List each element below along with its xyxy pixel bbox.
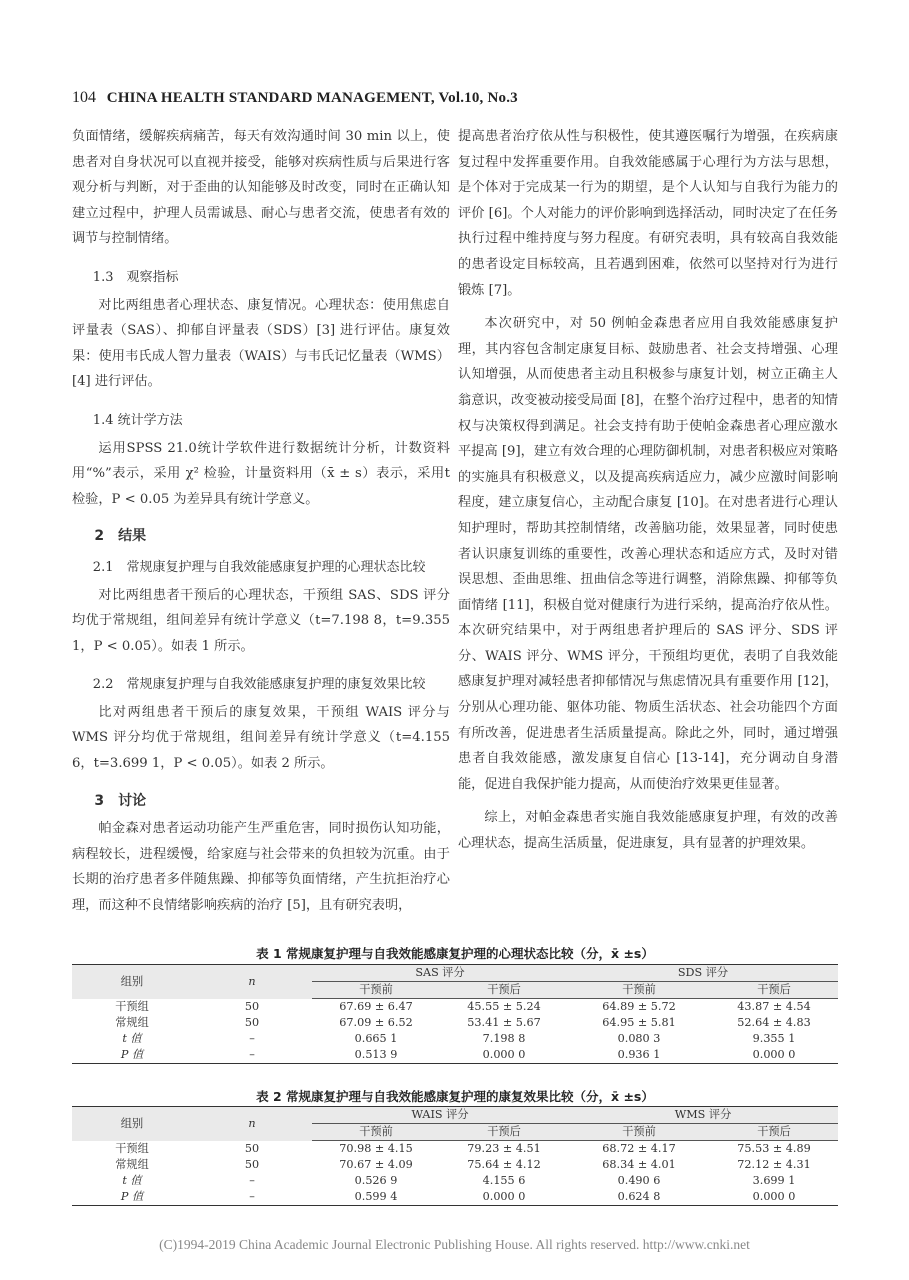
copyright-footer: (C)1994-2019 China Academic Journal Electronic Publishing House. All rights reserved. http://www.cnki.net	[159, 1237, 750, 1252]
cell: 50	[244, 999, 260, 1013]
cell: 0.665 1	[354, 1032, 398, 1045]
table2-group-wms: WMS 评分	[568, 1107, 838, 1124]
cell: 0.599 4	[312, 1189, 440, 1206]
cell: 79.23 ± 4.51	[467, 1142, 541, 1155]
row-label: t 值	[122, 1174, 142, 1187]
paragraph: 本次研究中，对 50 例帕金森患者应用自我效能感康复护理，其内容包含制定康复目标、鼓励患者、社会支持增强、心理认知增强，从而使患者主动且积极参与康复计划，树立正确主人翁意识，改变被动接受局面 [8]，在整个治疗过程中，患者的知情权与决策权得到满足。社会支持有助于使帕金森患者心理应激水平提高 [9]，建立有效合理的心理防御机制，对患者积极应对策略的实施具有积极意义，以及提高疾病适应力，减少应激时间影响程度，建立康复信心，主动配合康复 [10]。在对患者进行心理认知护理时，帮助其控制情绪，改善脑功能，效果显著，同时使患者认识康复训练的重要性，改善心理状态和适应方式，及时对错误思想、歪曲思维、扭曲信念等进行调整，消除焦躁、抑郁等负面情绪 [11]，积极自觉对健康行为进行采纳，提高治疗依从性。本次研究结果中，对于两组患者护理后的 SAS 评分、SDS 评分、WAIS 评分、WMS 评分，干预组均更优，表明了自我效能感康复护理对减轻患者抑郁情况与焦虑情况具有重要作用 [12]，分别从心理功能、躯体功能、物质生活状态、社会功能四个方面有所改善，促进患者生活质量提高。除此之外，同时，通过增强患者自我效能感，激发康复自信心 [13-14]，充分调动自身潜能，促进自我保护能力提高，从而使治疗效果更佳显著。	[458, 316, 838, 792]
cell: 7.198 8	[482, 1032, 526, 1045]
cell: 50	[244, 1158, 260, 1171]
table-row	[72, 1031, 838, 1047]
cell: 52.64 ± 4.83	[737, 1016, 811, 1029]
cell: 0.526 9	[354, 1174, 398, 1187]
paragraph: 负面情绪，缓解疾病痛苦，每天有效沟通时间 30 min 以上，使患者对自身状况可以直视并接受，能够对疾病性质与后果进行客观分析与判断，对于歪曲的认知能够及时改变，同时在正确认知建立过程中，护理人员需诚恳、耐心与患者交流，使患者有效的调节与控制情绪。	[72, 129, 450, 247]
row-label: 常规组	[115, 1016, 149, 1029]
cell: 68.72 ± 4.17	[602, 1142, 676, 1155]
table-row	[72, 1189, 838, 1206]
cell: 0.490 6	[617, 1174, 661, 1187]
table1-caption: 表 1 常规康复护理与自我效能感康复护理的心理状态比较（分，x̄ ±s）	[256, 946, 654, 961]
table1-col-pre: 干预前	[312, 982, 440, 999]
table2	[72, 1106, 838, 1206]
cell: 45.55 ± 5.24	[467, 1000, 541, 1013]
cell: 75.53 ± 4.89	[737, 1142, 811, 1155]
table1-col-n: n	[192, 965, 312, 999]
cell: 75.64 ± 4.12	[467, 1158, 541, 1171]
row-label: P 值	[72, 1189, 192, 1206]
cell: 72.12 ± 4.31	[737, 1158, 811, 1171]
cell: 67.09 ± 6.52	[339, 1016, 413, 1029]
paragraph: 运用SPSS 21.0统计学软件进行数据统计分析，计数资料用“%”表示，采用 χ² 检验，计量资料用（x̄ ± s）表示，采用t 检验，P < 0.05 为差异具有统计学意义。	[72, 440, 450, 507]
table2-col-n: n	[192, 1107, 312, 1141]
cell: 4.155 6	[482, 1174, 526, 1187]
cell: 50	[244, 1016, 260, 1029]
cell: 68.34 ± 4.01	[602, 1158, 676, 1171]
cell: –	[249, 1174, 255, 1187]
paragraph: 对比两组患者心理状态、康复情况。心理状态：使用焦虑自评量表（SAS）、抑郁自评量表（SDS）[3] 进行评估。康复效果：使用韦氏成人智力量表（WAIS）与韦氏记忆量表（WMS）[4] 进行评估。	[72, 297, 450, 390]
table2-col-group: 组别	[72, 1107, 192, 1141]
cell: 64.89 ± 5.72	[602, 1000, 676, 1013]
cell: 0.936 1	[568, 1047, 710, 1064]
cell: 0.000 0	[710, 1189, 838, 1206]
cell: –	[192, 1047, 312, 1064]
journal-name: CHINA HEALTH STANDARD MANAGEMENT, Vol.10, No.3	[106, 90, 518, 106]
section-heading: 2.1 常规康复护理与自我效能感康复护理的心理状态比较	[92, 559, 426, 575]
cell: 67.69 ± 6.47	[339, 1000, 413, 1013]
table-row	[72, 1047, 838, 1064]
cell: 0.624 8	[568, 1189, 710, 1206]
cell: –	[249, 1032, 255, 1045]
cell: 43.87 ± 4.54	[737, 1000, 811, 1013]
table1-col-post: 干预后	[710, 982, 838, 999]
table2-caption: 表 2 常规康复护理与自我效能感康复护理的康复效果比较（分，x̄ ±s）	[256, 1089, 654, 1104]
section-heading: 2.2 常规康复护理与自我效能感康复护理的康复效果比较	[92, 677, 426, 693]
cell: 70.98 ± 4.15	[339, 1142, 413, 1155]
table1-col-group: 组别	[72, 965, 192, 999]
paragraph: 比对两组患者干预后的康复效果，干预组 WAIS 评分与 WMS 评分均优于常规组，组间差异有统计学意义（t=4.155 6，t=3.699 1，P < 0.05）。如表 2 所示。	[72, 704, 450, 772]
paragraph: 对比两组患者干预后的心理状态，干预组 SAS、SDS 评分均优于常规组，组间差异有统计学意义（t=7.198 8，t=9.355 1，P < 0.05）。如表 1 所示。	[72, 587, 450, 654]
section-heading: 1.3 观察指标	[92, 269, 179, 285]
table1-col-pre: 干预前	[568, 982, 710, 999]
row-label: t 值	[122, 1032, 142, 1045]
cell: 70.67 ± 4.09	[339, 1158, 413, 1171]
paragraph: 提高患者治疗依从性与积极性，使其遵医嘱行为增强，在疾病康复过程中发挥重要作用。自我效能感属于心理行为方法与思想，是个体对于完成某一行为的期望，是个人认知与自我行为能力的评价 [6]。个人对能力的评价影响到选择活动，同时决定了在任务执行过程中维持度与努力程度。有研究表明，具有较高自我效能的患者设定目标较高，且若遇到困难，依然可以坚持对行为进行锻炼 [7]。	[458, 129, 838, 298]
row-label: 干预组	[115, 999, 149, 1013]
section-heading: 1.4 统计学方法	[92, 412, 183, 428]
table1-group-sds: SDS 评分	[568, 965, 838, 982]
table2-col-post: 干预后	[710, 1124, 838, 1141]
row-label: 常规组	[115, 1158, 149, 1171]
table-row	[72, 999, 838, 1016]
paragraph: 帕金森对患者运动功能产生严重危害，同时损伤认知功能，病程较长，进程缓慢，给家庭与社会带来的负担较为沉重。由于长期的治疗患者多伴随焦躁、抑郁等负面情绪，产生抗拒治疗心理，而这种不良情绪影响疾病的治疗 [5]，且有研究表明，	[72, 821, 450, 914]
cell: 50	[244, 1141, 260, 1155]
table-row	[72, 1157, 838, 1173]
table1	[72, 964, 838, 1064]
cell: 0.000 0	[440, 1189, 568, 1206]
cell: –	[192, 1189, 312, 1206]
section-heading: 3 讨论	[94, 792, 147, 809]
table-row	[72, 1015, 838, 1031]
running-header	[72, 88, 518, 107]
section-heading: 2 结果	[94, 528, 147, 545]
cell: 0.080 3	[617, 1032, 661, 1045]
cell: 0.000 0	[710, 1047, 838, 1064]
cell: 9.355 1	[752, 1032, 796, 1045]
table2-col-pre: 干预前	[312, 1124, 440, 1141]
table2-col-post: 干预后	[440, 1124, 568, 1141]
cell: 64.95 ± 5.81	[602, 1016, 676, 1029]
table2-group-wais: WAIS 评分	[312, 1107, 568, 1124]
row-label: 干预组	[115, 1141, 149, 1155]
table-row	[72, 1141, 838, 1158]
table1-col-post: 干预后	[440, 982, 568, 999]
cell: 53.41 ± 5.67	[467, 1016, 541, 1029]
table2-col-pre: 干预前	[568, 1124, 710, 1141]
table1-group-sas: SAS 评分	[312, 965, 568, 982]
paragraph: 综上，对帕金森患者实施自我效能感康复护理，有效的改善心理状态，提高生活质量，促进康复，具有显著的护理效果。	[458, 810, 838, 852]
row-label: P 值	[72, 1047, 192, 1064]
cell: 3.699 1	[752, 1174, 796, 1187]
right-column	[458, 124, 838, 857]
table-row	[72, 1173, 838, 1189]
page-number: 104	[72, 89, 96, 106]
left-column	[72, 124, 450, 919]
cell: 0.513 9	[312, 1047, 440, 1064]
cell: 0.000 0	[440, 1047, 568, 1064]
